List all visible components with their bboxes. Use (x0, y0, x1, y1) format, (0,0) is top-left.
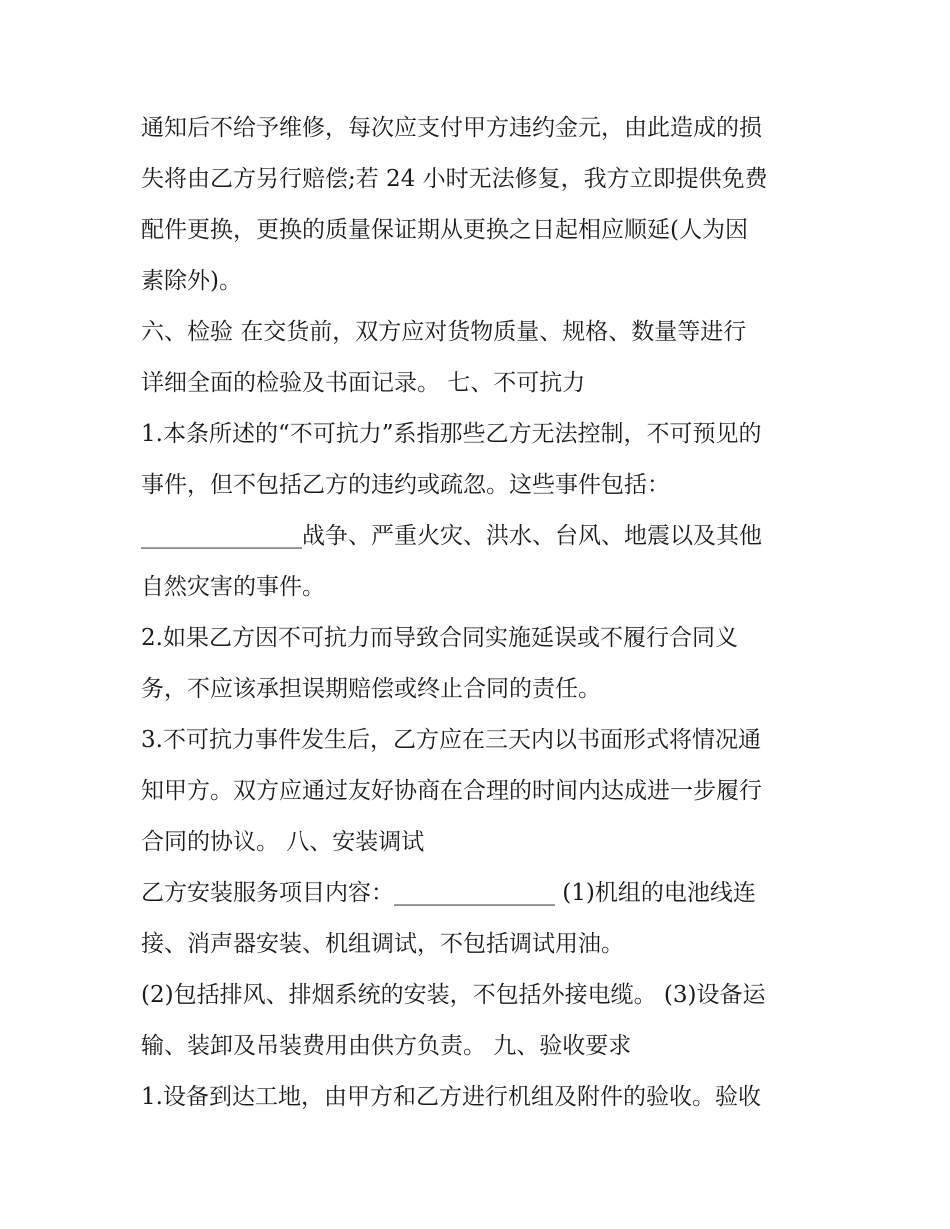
text-line: 失将由乙方另行赔偿;若 24 小时无法修复，我方立即提供免费 (141, 166, 768, 192)
text-line: 通知后不给予维修，每次应支付甲方违约金元，由此造成的损 (141, 115, 762, 141)
text-line: 自然灾害的事件。 (141, 574, 325, 600)
text-line: 1.设备到达工地，由甲方和乙方进行机组及附件的验收。验收 (141, 1084, 761, 1110)
text-line: 配件更换，更换的质量保证期从更换之日起相应顺延(人为因 (141, 217, 748, 243)
text-line: (2)包括排风、排烟系统的安装，不包括外接电缆。 (3)设备运 (141, 982, 766, 1008)
text-line: 素除外)。 (141, 268, 242, 294)
text-line: 2.如果乙方因不可抗力而导致合同实施延误或不履行合同义 (141, 625, 738, 651)
text-line: 1.本条所述的“不可抗力”系指那些乙方无法控制，不可预见的 (141, 421, 762, 447)
text-line: 详细全面的检验及书面记录。 七、不可抗力 (141, 370, 586, 396)
text-line: 事件，但不包括乙方的违约或疏忽。这些事件包括： (141, 472, 670, 498)
text-line: 接、消声器安装、机组调试，不包括调试用油。 (141, 931, 624, 957)
text-line: 务，不应该承担误期赔偿或终止合同的责任。 (141, 676, 601, 702)
text-line: 六、检验 在交货前，双方应对货物质量、规格、数量等进行 (141, 319, 747, 345)
text-line: 合同的协议。 八、安装调试 (141, 829, 425, 855)
text-line: 知甲方。双方应通过友好协商在合理的时间内达成进一步履行 (141, 778, 762, 804)
text-line: 输、装卸及吊装费用由供方负责。 九、验收要求 (141, 1033, 632, 1059)
text-line: 乙方安装服务项目内容：______________ (1)机组的电池线连 (141, 880, 756, 906)
text-line: ______________战争、严重火灾、洪水、台风、地震以及其他 (141, 523, 762, 549)
text-line: 3.不可抗力事件发生后，乙方应在三天内以书面形式将情况通 (141, 727, 761, 753)
